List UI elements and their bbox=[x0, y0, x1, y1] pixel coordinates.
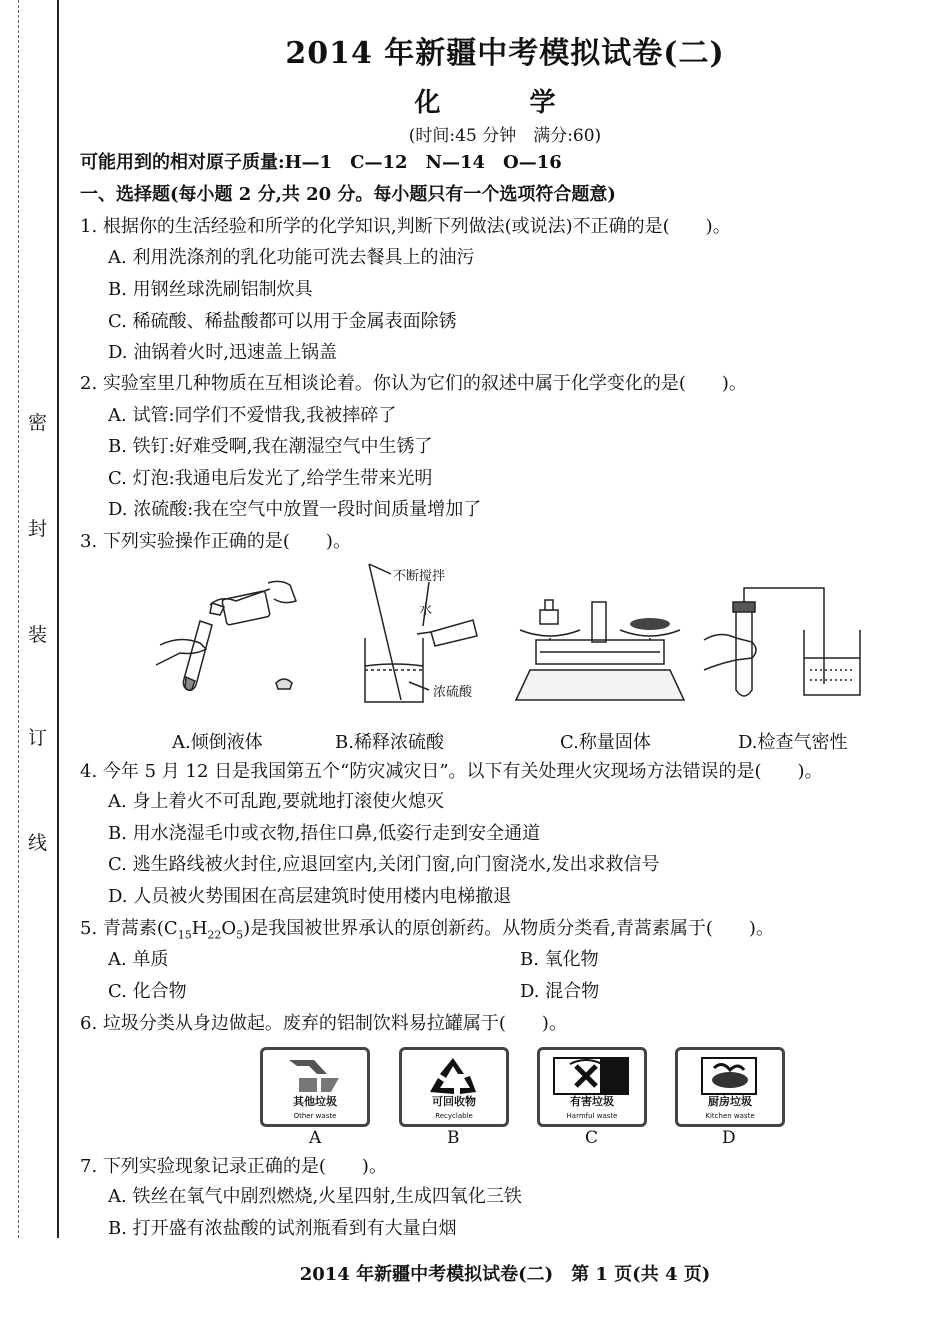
q1-option-c: C. 稀硫酸、稀盐酸都可以用于金属表面除锈 bbox=[108, 311, 457, 332]
q5-sub-c: 15 bbox=[177, 928, 192, 942]
bin-recyclable bbox=[399, 1047, 509, 1127]
q5-sub-o: 5 bbox=[236, 928, 244, 942]
q4-option-b: B. 用水浇湿毛巾或衣物,捂住口鼻,低姿行走到安全通道 bbox=[108, 823, 541, 844]
q5-o: O bbox=[221, 918, 237, 939]
bin-kitchen-label: 厨房垃圾 bbox=[708, 1095, 752, 1108]
time-info: (时间:45 分钟 满分:60) bbox=[408, 126, 602, 146]
kitchen-waste-icon bbox=[684, 1056, 774, 1096]
bin-letter-d: D bbox=[722, 1128, 736, 1148]
question-1-stem: 1. 根据你的生活经验和所学的化学知识,判断下列做法(或说法)不正确的是( )。 bbox=[80, 216, 731, 237]
section-heading bbox=[80, 183, 616, 207]
q5-stem-start: 5. 青蒿素(C bbox=[80, 918, 178, 939]
binding-solid-line bbox=[57, 0, 59, 1238]
q4-option-c: C. 逃生路线被火封住,应退回室内,关闭门窗,向门窗浇水,发出求救信号 bbox=[108, 854, 660, 875]
label-stir: 不断搅拌 bbox=[393, 569, 446, 584]
q2-option-b: B. 铁钉:好难受啊,我在潮湿空气中生锈了 bbox=[108, 436, 433, 457]
harmful-waste-icon bbox=[546, 1056, 636, 1096]
q5-option-c: C. 化合物 bbox=[108, 981, 187, 1002]
q5-stem-end: )是我国被世界承认的原创新药。从物质分类看,青蒿素属于( )。 bbox=[243, 918, 774, 939]
q1-option-d: D. 油锅着火时,迅速盖上锅盖 bbox=[108, 342, 337, 363]
question-3-stem: 3. 下列实验操作正确的是( )。 bbox=[80, 531, 351, 552]
seal-char-xian: 线 bbox=[28, 832, 48, 854]
solid-sample bbox=[630, 618, 670, 630]
seal-char-ding: 订 bbox=[28, 727, 48, 749]
atomic-mass-line: 可能用到的相对原子质量:H—1 C—12 N—14 O—16 bbox=[80, 152, 562, 173]
bin-recyclable-label: 可回收物 bbox=[432, 1095, 476, 1108]
q7-option-b: B. 打开盛有浓盐酸的试剂瓶看到有大量白烟 bbox=[108, 1218, 457, 1239]
bin-letter-b: B bbox=[447, 1128, 460, 1148]
bin-letter-a: A bbox=[309, 1128, 322, 1148]
q5-h: H bbox=[191, 918, 208, 939]
bin-other-label-en: Other waste bbox=[293, 1112, 337, 1120]
bin-harmful-label: 有害垃圾 bbox=[570, 1095, 614, 1108]
bin-harmful-label-en: Harmful waste bbox=[566, 1112, 618, 1120]
question-2-stem: 2. 实验室里几种物质在互相谈论着。你认为它们的叙述中属于化学变化的是( )。 bbox=[80, 373, 747, 394]
question-6-stem: 6. 垃圾分类从身边做起。废弃的铝制饮料易拉罐属于( )。 bbox=[80, 1013, 567, 1034]
q1-option-a: A. 利用洗涤剂的乳化功能可洗去餐具上的油污 bbox=[108, 247, 475, 268]
other-waste-icon bbox=[269, 1056, 359, 1096]
q3-caption-b: B.稀释浓硫酸 bbox=[335, 732, 444, 753]
q5-sub-h: 22 bbox=[207, 928, 222, 942]
section-heading-text: 一、选择题(每小题 2 分,共 20 分。每小题只有一个选项符合题意) bbox=[80, 184, 616, 205]
q2-option-a: A. 试管:同学们不爱惜我,我被摔碎了 bbox=[108, 405, 397, 426]
bin-kitchen-label-en: Kitchen waste bbox=[705, 1112, 755, 1120]
q3-caption-a: A.倾倒液体 bbox=[172, 732, 263, 753]
q1-option-b: B. 用钢丝球洗刷铝制炊具 bbox=[108, 279, 313, 300]
subject-title: 化 学 bbox=[414, 88, 596, 118]
q2-option-c: C. 灯泡:我通电后发光了,给学生带来光明 bbox=[108, 468, 433, 489]
q5-option-d: D. 混合物 bbox=[520, 981, 600, 1002]
question-5-stem bbox=[80, 917, 774, 948]
seal-char-mi: 密 bbox=[28, 412, 48, 434]
q7-option-a: A. 铁丝在氧气中剧烈燃烧,火星四射,生成四氧化三铁 bbox=[108, 1186, 522, 1207]
q3-caption-c: C.称量固体 bbox=[560, 732, 651, 753]
q4-option-a: A. 身上着火不可乱跑,要就地打滚使火熄灭 bbox=[108, 791, 445, 812]
q3-caption-d: D.检查气密性 bbox=[738, 732, 848, 753]
bin-recyclable-label-en: Recyclable bbox=[435, 1112, 473, 1120]
bin-other-label: 其他垃圾 bbox=[293, 1095, 337, 1108]
q5-option-a: A. 单质 bbox=[108, 949, 169, 970]
seal-char-zhuang: 装 bbox=[28, 624, 48, 646]
q5-option-b: B. 氧化物 bbox=[520, 949, 599, 970]
recycle-icon bbox=[408, 1056, 498, 1096]
bin-kitchen-waste bbox=[675, 1047, 785, 1127]
label-conc-acid: 浓硫酸 bbox=[433, 685, 473, 700]
question-7-stem: 7. 下列实验现象记录正确的是( )。 bbox=[80, 1156, 387, 1177]
figure-dilute-acid bbox=[345, 562, 505, 707]
bin-harmful-waste bbox=[537, 1047, 647, 1127]
figure-balance bbox=[510, 590, 690, 705]
figure-airtightness bbox=[700, 580, 870, 705]
label-water: 水 bbox=[419, 603, 433, 618]
seal-char-feng: 封 bbox=[28, 518, 48, 540]
q4-option-d: D. 人员被火势围困在高层建筑时使用楼内电梯撤退 bbox=[108, 886, 512, 907]
question-4-stem: 4. 今年 5 月 12 日是我国第五个“防灾减灾日”。以下有关处理火灾现场方法错误的是( )。 bbox=[80, 761, 823, 782]
figure-pouring-liquid bbox=[150, 565, 300, 700]
page-footer: 2014 年新疆中考模拟试卷(二) 第 1 页(共 4 页) bbox=[299, 1264, 711, 1285]
bin-other-waste bbox=[260, 1047, 370, 1127]
binding-dashed-line bbox=[18, 0, 19, 1238]
bin-letter-c: C bbox=[585, 1128, 599, 1148]
q2-option-d: D. 浓硫酸:我在空气中放置一段时间质量增加了 bbox=[108, 499, 482, 520]
exam-title: 2014 年新疆中考模拟试卷(二) bbox=[285, 36, 725, 71]
